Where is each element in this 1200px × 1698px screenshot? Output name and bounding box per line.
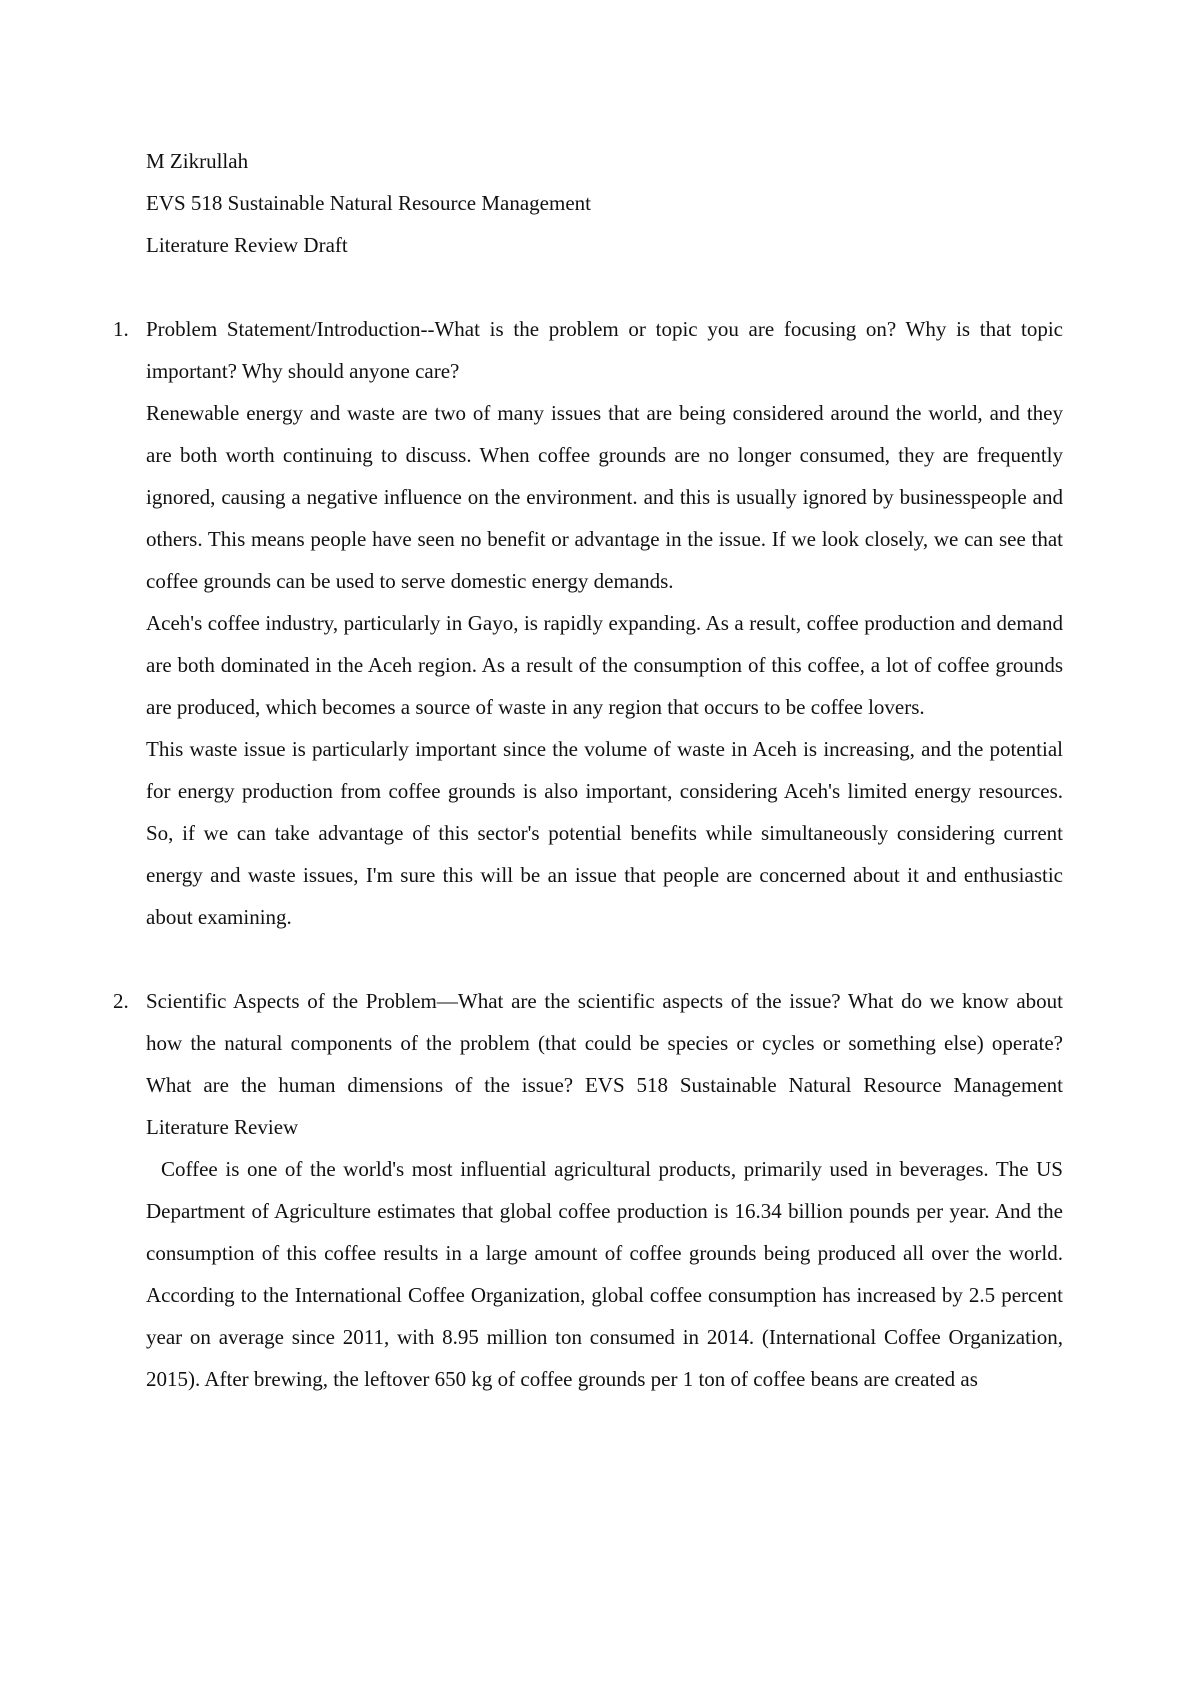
author-name: M Zikrullah [146,149,249,173]
section-number: 2. [113,989,129,1013]
paragraph: Coffee is one of the world's most influential agricultural products, primarily used in beverages. The US Department of Agriculture estimates that global coffee production is 16.34 billion pounds per year. And the consumption of this coffee results in a large amount of coffee grounds being produced all over the world. According to the International Coffee Organization, global coffee consumption has increased by 2.5 percent year on average since 2011, with 8.95 million ton consumed in 2014. (International Coffee Organization, 2015). After brewing, the leftover 650 kg of coffee grounds per 1 ton of coffee beans are created as [146,1157,1063,1391]
paragraph: Renewable energy and waste are two of many issues that are being considered around the world, and they are both worth continuing to discuss. When coffee grounds are no longer consumed, they are frequently ignored, causing a negative influence on the environment. and this is usually ignored by businesspeople and others. This means people have seen no benefit or advantage in the issue. If we look closely, we can see that coffee grounds can be used to serve domestic energy demands. [146,401,1063,593]
document-body [113,140,1063,1400]
paragraph: This waste issue is particularly important since the volume of waste in Aceh is increasing, and the potential for energy production from coffee grounds is also important, considering Aceh's limited energy resources. So, if we can take advantage of this sector's potential benefits while simultaneously considering current energy and waste issues, I'm sure this will be an issue that people are concerned about it and enthusiastic about examining. [146,737,1063,929]
section-question: Scientific Aspects of the Problem—What are the scientific aspects of the issue? What do we know about how the natural components of the problem (that could be species or cycles or something else) operate? What are the human dimensions of the issue? EVS 518 Sustainable Natural Resource Management Literature Review [146,989,1063,1139]
course-title: EVS 518 Sustainable Natural Resource Management [146,191,591,215]
document-type: Literature Review Draft [146,233,348,257]
spacer [146,266,1063,308]
section-number: 1. [113,317,129,341]
paragraph: Aceh's coffee industry, particularly in Gayo, is rapidly expanding. As a result, coffee production and demand are both dominated in the Aceh region. As a result of the consumption of this coffee, a lot of coffee grounds are produced, which becomes a source of waste in any region that occurs to be coffee lovers. [146,611,1063,719]
section-scientific-aspects [113,980,1063,1400]
section-question: Problem Statement/Introduction--What is the problem or topic you are focusing on? Why is that topic important? Why should anyone care? [146,317,1063,383]
section-problem-statement [113,308,1063,938]
spacer [146,938,1063,980]
